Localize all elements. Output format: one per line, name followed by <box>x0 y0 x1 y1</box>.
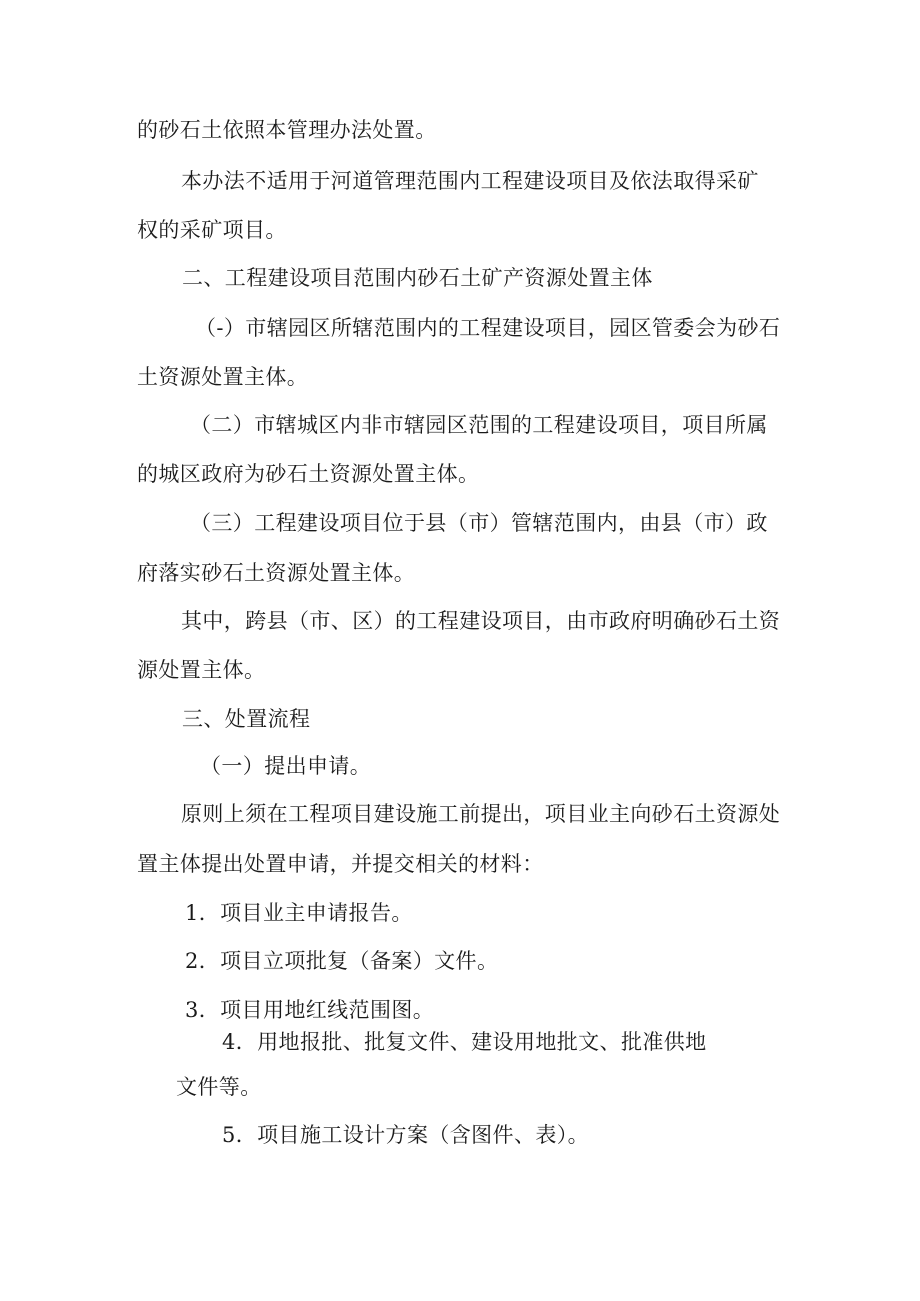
text-line: （三）工程建设项目位于县（市）管辖范围内，由县（市）政 <box>190 511 768 535</box>
list-item: 3．项目用地红线范围图。 <box>185 998 435 1022</box>
list-item: 5．项目施工设计方案（含图件、表）。 <box>222 1123 590 1147</box>
text-line: 府落实砂石土资源处置主体。 <box>137 561 416 585</box>
text-line: 原则上须在工程项目建设施工前提出，项目业主向砂石土资源处 <box>181 802 781 826</box>
text-line: （二）市辖城区内非市辖园区范围的工程建设项目，项目所属 <box>190 413 768 437</box>
text-line: 本办法不适用于河道管理范围内工程建设项目及依法取得采矿 <box>181 169 759 193</box>
section-heading: 二、工程建设项目范围内砂石土矿产资源处置主体 <box>182 266 653 290</box>
section-heading: 三、处置流程 <box>182 707 311 731</box>
text-line: 置主体提出处置申请，并提交相关的材料： <box>137 852 544 876</box>
list-item: 2．项目立项批复（备案）文件。 <box>185 949 499 973</box>
text-line: （-）市辖园区所辖范围内的工程建设项目，园区管委会为砂石 <box>195 316 781 340</box>
list-item: 1．项目业主申请报告。 <box>185 901 413 925</box>
text-line: 土资源处置主体。 <box>137 365 309 389</box>
text-line: 源处置主体。 <box>137 658 266 682</box>
text-line: 权的采矿项目。 <box>137 218 287 242</box>
text-line: 的城区政府为砂石土资源处置主体。 <box>137 462 480 486</box>
text-line: 其中，跨县（市、区）的工程建设项目，由市政府明确砂石土资 <box>181 609 781 633</box>
text-line: 文件等。 <box>176 1075 262 1099</box>
list-item: 4．用地报批、批复文件、建设用地批文、批准供地 <box>222 1030 707 1054</box>
subsection-heading: （一）提出申请。 <box>200 754 372 778</box>
text-line: 的砂石土依照本管理办法处置。 <box>137 118 437 142</box>
